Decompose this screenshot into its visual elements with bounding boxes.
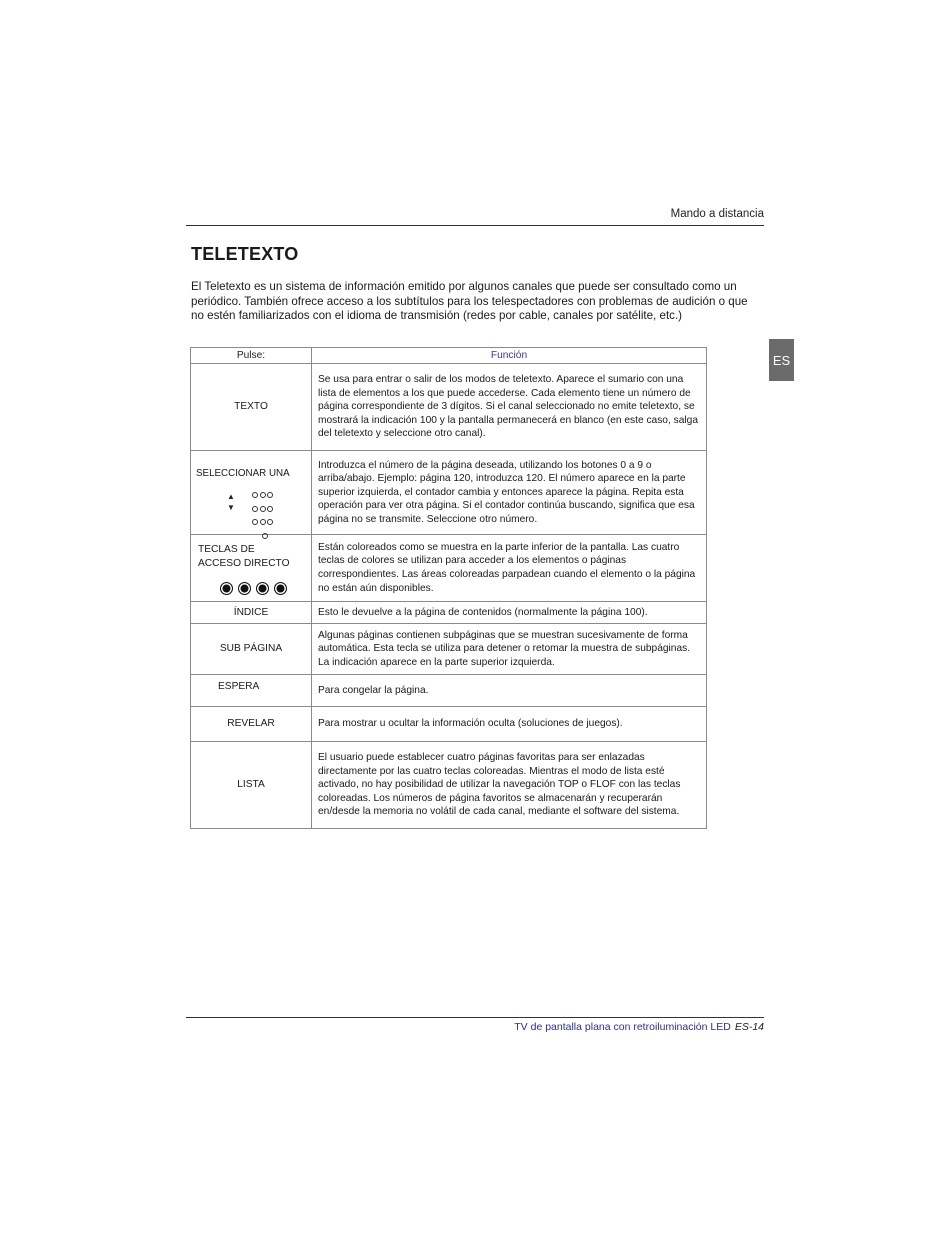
- teletext-functions-table: [190, 347, 707, 829]
- header-rule: [186, 225, 764, 226]
- desc-sub-pagina: Algunas páginas contienen subpáginas que se muestran sucesivamente de forma automática. Esta tecla se utiliza para detener o retomar la muestra de subpáginas. La indicación aparece en la parte superior izquierda.: [312, 624, 707, 675]
- table-row: [191, 602, 707, 624]
- desc-indice: Esto le devuelve a la página de contenidos (normalmente la página 100).: [312, 602, 707, 624]
- key-lista: LISTA: [191, 742, 312, 829]
- desc-lista: El usuario puede establecer cuatro páginas favoritas para ser enlazadas directamente por las cuatro teclas coloreadas. Mientras el modo de lista esté activado, no hay posibilidad de utilizar la navegación TOP o FLOF con las teclas coloreadas. Los números de página favoritos se almacenarán y recuperarán en/desde la memoria no volátil de cada canal, mediante el software del sistema.: [312, 742, 707, 829]
- key-indice: ÍNDICE: [191, 602, 312, 624]
- table-row: [191, 451, 707, 535]
- key-teclas-acceso: TECLAS DE ACCESO DIRECTO: [198, 544, 290, 569]
- number-keypad-icon: [252, 491, 282, 545]
- desc-seleccionar: Introduzca el número de la página deseada, utilizando los botones 0 a 9 o arriba/abajo. Ejemplo: página 120, introduzca 120. El número aparece en la parte superior izquierda, el contador cambia y entonces aparece la página. Repita esta operación para ver otra página. Si el contador continúa buscando, significa que esa página no se transmite. Seleccione otro número.: [312, 451, 707, 535]
- table-header-row: [191, 348, 707, 364]
- header-section-title: Mando a distancia: [670, 208, 764, 220]
- page-number: ES-14: [734, 1021, 764, 1033]
- blue-key-icon: [274, 582, 287, 595]
- red-key-icon: [220, 582, 233, 595]
- key-revelar: REVELAR: [191, 707, 312, 742]
- table-row: [191, 364, 707, 451]
- color-keys-icon: [220, 582, 311, 595]
- desc-revelar: Para mostrar u ocultar la información oculta (soluciones de juegos).: [312, 707, 707, 742]
- desc-texto: Se usa para entrar o salir de los modos de teletexto. Aparece el sumario con una lista de elementos a los que puede accederse. Cada elemento tiene un número de página correspondiente de 3 dígitos. Si el canal seleccionado no emite teletexto, se mostrará la indicación 100 y la pantalla permanecerá en blanco (en este caso, salga del teletexto y seleccione otro canal).: [312, 364, 707, 451]
- table-row: [191, 675, 707, 707]
- footer-product-name: TV de pantalla plana con retroiluminación LED: [514, 1021, 731, 1033]
- footer: [514, 1021, 764, 1033]
- column-header-function: Función: [312, 348, 707, 364]
- table-row: [191, 742, 707, 829]
- footer-rule: [186, 1017, 764, 1018]
- intro-paragraph: El Teletexto es un sistema de información emitido por algunos canales que puede ser consultado como un periódico. También ofrece acceso a los subtítulos para los telespectadores con problemas de audición o que no estén familiarizados con el idioma de transmisión (redes por cable, canales por satélite, etc.): [191, 280, 748, 323]
- page-title: TELETEXTO: [191, 244, 299, 264]
- key-seleccionar: SELECCIONAR UNA: [196, 468, 290, 479]
- key-espera: ESPERA: [191, 675, 312, 707]
- key-sub-pagina: SUB PÁGINA: [191, 624, 312, 675]
- table-row: [191, 624, 707, 675]
- key-texto: TEXTO: [191, 364, 312, 451]
- table-row: [191, 707, 707, 742]
- up-down-arrows-icon: ▲ ▼: [227, 492, 235, 512]
- desc-teclas-acceso: Están coloreados como se muestra en la parte inferior de la pantalla. Las cuatro teclas de colores se utilizan para acceder a los elementos o páginas correspondientes. Las áreas coloreadas parpadean cuando el elemento o la página no están aún disponibles.: [312, 535, 707, 602]
- green-key-icon: [238, 582, 251, 595]
- desc-espera: Para congelar la página.: [312, 675, 707, 707]
- column-header-press: Pulse:: [191, 348, 312, 364]
- key-select-cell: [191, 451, 312, 535]
- language-tab: ES: [769, 339, 794, 381]
- key-direct-cell: [191, 535, 312, 602]
- yellow-key-icon: [256, 582, 269, 595]
